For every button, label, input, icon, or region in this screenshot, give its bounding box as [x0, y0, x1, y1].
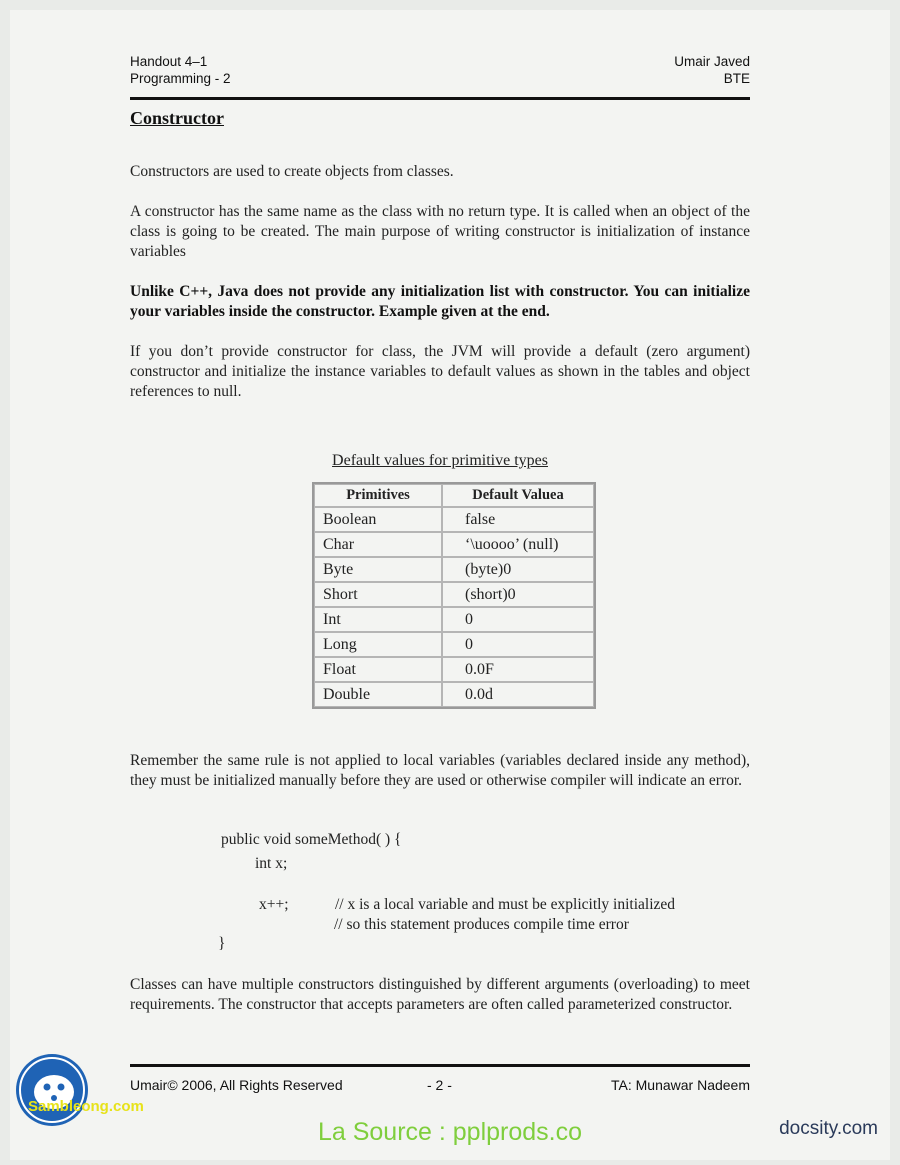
department: BTE	[723, 71, 750, 86]
primitive-cell: Char	[314, 532, 442, 557]
course-name: Programming - 2	[130, 71, 231, 86]
section-title: Constructor	[130, 108, 224, 128]
column-header-primitives: Primitives	[314, 484, 442, 507]
paragraph-definition: A constructor has the same name as the class with no return type. It is called when an object of the class is going to be created. The main purpose of writing constructor is initialization of instance variables	[130, 203, 750, 260]
column-header-default-value: Default Valuea	[442, 484, 594, 507]
paragraph-default-constructor: If you don’t provide constructor for class, the JVM will provide a default (zero argument) constructor and initialize the instance variables to default values as shown in the tables and object references to null.	[130, 343, 750, 400]
code-comment-2: // so this statement produces compile time error	[334, 916, 629, 933]
default-value-cell: 0.0d	[442, 682, 594, 707]
footer-copyright: Umair© 2006, All Rights Reserved	[130, 1077, 343, 1093]
paragraph-cpp-note: Unlike C++, Java does not provide any initialization list with constructor. You can initialize your variables inside the constructor. Example given at the end.	[130, 283, 750, 320]
code-method-signature: public void someMethod( ) {	[221, 831, 402, 848]
source-watermark: La Source : pplprods.co	[317, 1118, 583, 1146]
table-row	[314, 632, 594, 657]
table-row	[314, 532, 594, 557]
paragraph-intro: Constructors are used to create objects from classes.	[130, 163, 454, 180]
table-caption: Default values for primitive types	[332, 452, 548, 469]
paragraph-local-variables: Remember the same rule is not applied to local variables (variables declared inside any method), they must be initialized manually before they are used or otherwise compiler will indicate an error.	[130, 752, 750, 789]
default-value-cell: ‘\uoooo’ (null)	[442, 532, 594, 557]
footer-rule	[130, 1064, 750, 1067]
primitive-cell: Boolean	[314, 507, 442, 532]
paragraph-overloading: Classes can have multiple constructors distinguished by different arguments (overloading) to meet requirements. The constructor that accepts parameters are often called parameterized constructor.	[130, 976, 750, 1013]
table-row	[314, 657, 594, 682]
header-rule	[130, 97, 750, 100]
primitive-cell: Long	[314, 632, 442, 657]
table-row	[314, 557, 594, 582]
default-value-cell: false	[442, 507, 594, 532]
code-declaration: int x;	[255, 855, 288, 872]
footer-page-number: - 2 -	[427, 1077, 452, 1093]
handout-number: Handout 4–1	[130, 54, 208, 69]
default-value-cell: 0	[442, 607, 594, 632]
table-header-row	[314, 484, 594, 507]
default-value-cell: 0	[442, 632, 594, 657]
default-value-cell: (byte)0	[442, 557, 594, 582]
table-row	[314, 607, 594, 632]
primitive-cell: Double	[314, 682, 442, 707]
code-comment-1: // x is a local variable and must be explicitly initialized	[335, 896, 676, 913]
footer-ta-name: TA: Munawar Nadeem	[610, 1077, 750, 1093]
primitive-cell: Byte	[314, 557, 442, 582]
table-row	[314, 507, 594, 532]
table-row	[314, 582, 594, 607]
site-logo-icon	[14, 1052, 90, 1128]
site-watermark: Sambleong.com	[28, 1098, 144, 1115]
code-closing-brace: }	[218, 935, 226, 952]
table-row	[314, 682, 594, 707]
primitive-cell: Float	[314, 657, 442, 682]
code-increment: x++;	[259, 896, 289, 913]
docsity-watermark: docsity.com	[779, 1118, 878, 1139]
primitive-cell: Short	[314, 582, 442, 607]
default-value-cell: 0.0F	[442, 657, 594, 682]
primitive-defaults-table	[312, 482, 596, 709]
default-value-cell: (short)0	[442, 582, 594, 607]
primitive-cell: Int	[314, 607, 442, 632]
author-name: Umair Javed	[674, 54, 750, 69]
